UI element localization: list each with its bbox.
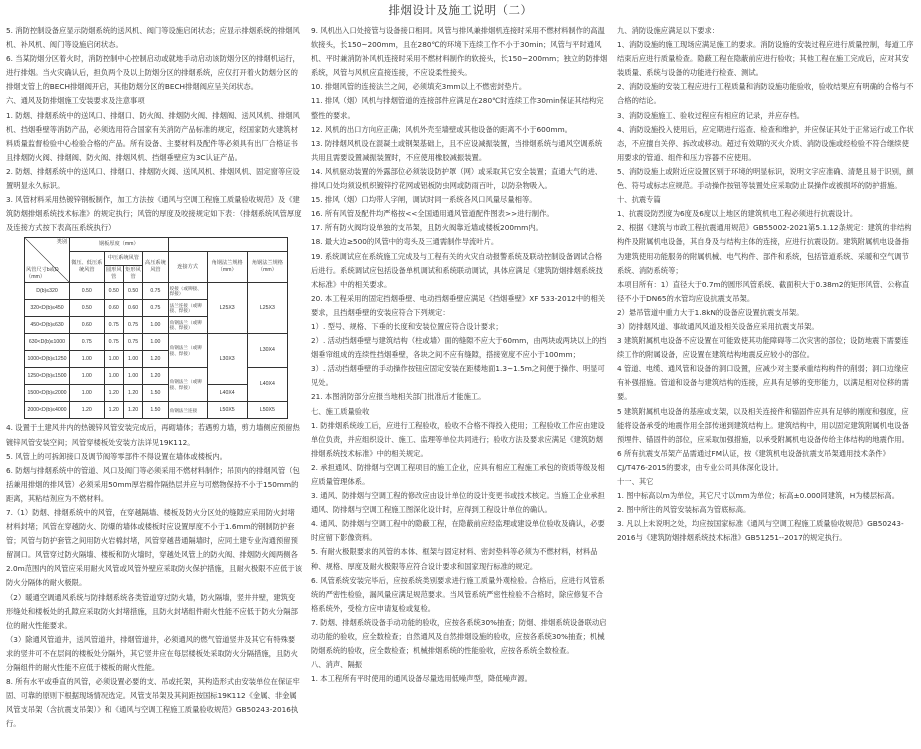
cell-size: 2000<D(b)≤4000	[25, 402, 70, 419]
cell-rect: 1.00	[123, 351, 142, 368]
cell-flange1: L25X3	[207, 283, 247, 334]
section-heading: 九、消防设施应满足以下要求：	[617, 26, 720, 35]
table-row	[25, 334, 288, 351]
cell-round: 0.75	[104, 334, 123, 351]
table-corner-cell	[25, 238, 70, 283]
paragraph: 12. 风机的出口方向应正确；风机外壳至墙壁或其他设备的距离不小于600mm。	[311, 124, 572, 134]
duct-thickness-table	[24, 237, 288, 419]
section-heading: 六、通风及防排烟施工安装要求及注意事项	[6, 96, 145, 106]
cell-high: 0.75	[143, 300, 168, 317]
paragraph: 16. 所有风管及配件均严格按<<全国通用通风管道配件图表>>进行制作。	[311, 209, 554, 219]
cell-round: 1.00	[104, 368, 123, 385]
paragraph: 3. 风管材料采用热镀锌钢板制作，加工方法按《通风与空调工程施工质量验收规范》及《建筑防烟排烟系统技术标准》的规定执行；风管的厚度及咬接规定如下表：（排烟系统风管厚度及连接方式按下表高压系统执行）	[6, 195, 302, 233]
paragraph: 7.（1）防烟、排烟系统中的风管，在穿越隔墙、楼板及防火分区处的缝隙应采用防火封堵材料封堵；风管在穿越防火、防爆的墙体或楼板时应设置厚度不小于1.6mm的钢制防护套管；风管与防护套管之间用防火岩棉封堵，风管穿越普通隔墙时，应同土建专业沟通预留预留洞口。风管穿过防火隔墙、楼板和防火墙时，穿越处风管上的防火阀、排烟防火阀两侧各2.0m范围内的风管应采用耐火风管或风管外壁应采取防火保护措施，且耐火极限不应低于该防火分隔体的耐火极限。	[6, 507, 302, 588]
paragraph: 13. 防排烟风机设在混凝土或钢架基础上，且不应设减振装置，当排烟系统与通风空调系统共用且需要设置减振装置时，不应使用橡胶减振装置。	[311, 138, 603, 162]
cell-round: 1.20	[104, 385, 123, 402]
cell-conn: 咬接（或铆接、焊接）	[168, 283, 207, 300]
paragraph: 2. 防烟、排烟系统中的送风口、排烟口、排烟防火阀、送风风机、排烟风机、固定窗等应设置明显永久标识。	[6, 166, 300, 191]
cell-size: 1500<D(b)≤2000	[25, 385, 70, 402]
cell-round: 0.75	[104, 317, 123, 334]
paragraph: 5. 风管上的可拆卸接口及调节阀等零部件不得设置在墙体或楼板内。	[6, 451, 227, 461]
paragraph: 1、消防设施的施工现场应满足施工的要求。消防设施的安装过程应进行质量控制，每道工序结束后应进行质量检查。隐蔽工程在隐蔽前应进行验收；其他工程在施工完成后，应对其安装质量、系统与设备的功能进行检查、测试。	[617, 40, 914, 78]
paragraph: 2）. 活动挡烟垂壁与建筑结构（柱或墙）面的缝隙不应大于60mm，由两块或两块以上的挡烟垂帘组成的连续性挡烟垂壁，各块之间不应有缝隙，搭接宽度不应小于100mm；	[311, 336, 607, 360]
paragraph: 4、消防设施投入使用后，应定期进行巡查、检查和维护，并应保证其处于正常运行或工作状态，不应擅自关停、拆改或移动。超过有效期的灭火介质、消防设施或经检验不符合继续使用要求的管道、组件和压力容器不应使用。	[617, 124, 914, 162]
cell-low: 0.50	[70, 300, 105, 317]
paragraph: 14. 风机驱动装置的外露部位必须装设防护罩（网）或采取其它安全装置；直通大气的进、排风口处均须设机织镀锌拧花网或铝板防虫网或防雨百叶，以防杂物吸入。	[311, 166, 603, 191]
paragraph: 1. 本工程所有平时使用的通风设备尽量选用低噪声型，降低噪声源。	[311, 674, 532, 684]
cell-high: 0.75	[143, 283, 168, 300]
cell-low: 1.00	[70, 351, 105, 368]
paragraph: 17. 所有防火阀均设单独的支吊架，且防火阀靠近墙或楼板200mm内。	[311, 223, 543, 233]
paragraph: 21. 本图消防部分应报当地相关部门批准后才能施工。	[311, 392, 486, 402]
table-row	[25, 402, 288, 419]
right-column	[617, 24, 915, 545]
cell-flange2: L40X4	[247, 368, 287, 402]
paragraph: 11. 排风（烟）风机与排烟管道的连接部件应满足在280℃时连续工作30min保证其结构完整性的要求。	[311, 96, 604, 120]
paragraph: 1、抗震设防烈度为6度及6度以上地区的建筑机电工程必须进行抗震设计。	[617, 209, 858, 219]
paragraph: 8. 所有水平或垂直的风管，必须设置必要的支、吊或托架，其构造形式由安装单位在保证牢固、可靠的原则下根据现场情况选定。风管支吊架及其间距按国标19K112《金属、非金属风管支吊架（含抗震支吊架）》和《通风与空调工程施工质量验收规范》GB50243-2016执行。	[6, 677, 300, 729]
cell-size: 320<D(b)≤450	[25, 300, 70, 317]
col-header-low: 微压、低压系统风管	[70, 252, 105, 283]
corner-bottom-label: 风管尺寸b或D（mm）	[26, 267, 59, 281]
cell-flange1: L40X4	[207, 385, 247, 402]
paragraph: 9. 风机出入口处接管与设备接口相同。风管与排风兼排烟机连接时采用不燃材料制作的高温软接头，长150~200mm，且在280℃的环境下连续工作不小于30min；风管与平时通风机、平时兼消防补风机连接时采用不燃材料制作的软接头，长150~200mm；独立的防排烟系统，风管与风机应直接连接，不应设柔性接头。	[311, 26, 608, 78]
paragraph: 3. 凡以上未说明之处，均应按国家标准《通风与空调工程施工质量验收规范》GB50243-2016与《建筑防烟排烟系统技术标准》GB51251--2017的规定执行。	[617, 519, 904, 543]
paragraph: 4. 通风、防排烟与空调工程中的隐蔽工程，在隐蔽前应经监理或建设单位验收及确认，必要时应留下影像资料。	[311, 519, 605, 543]
paragraph: 1. 防排烟系统竣工后，应进行工程验收，验收不合格不得投入使用；工程验收工作应由建设单位负责，并应组织设计、施工、监理等单位共同进行；验收方法及要求应满足《建筑防烟排烟系统技术标准》中的相关规定。	[311, 420, 605, 458]
cell-rect: 0.60	[123, 300, 142, 317]
paragraph: 3）防排烟风道、事故通风风道及相关设备应采用抗震支吊架。	[617, 321, 819, 331]
col-header-mid-round: 圆形风管	[104, 266, 123, 283]
cell-high: 1.50	[143, 402, 168, 419]
paragraph: 2、根据《建筑与市政工程抗震通用规范》GB55002-2021第5.1.12条规定：建筑的非结构构件及附属机电设备，其自身及与结构主体的连接，应进行抗震设防。建筑附属机电设备指为建筑使用功能服务的附属机械、电气构件、部件和系统，包括管道系统、采暖和空气调节系统、消防系统等；	[617, 223, 912, 275]
cell-round: 1.20	[104, 402, 123, 419]
left-column	[6, 24, 302, 731]
paragraph: 4. 设置于土建风井内的热镀锌风管安装完成后，再砌墙体；若遇剪力墙，剪力墙侧应预留热镀锌风管安装空间；风管穿楼板处安装方法详见19K112。	[6, 423, 300, 447]
table-row	[25, 368, 288, 385]
paragraph: 1. 图中标高以m为单位，其它尺寸以mm为单位；标高±0.000同建筑，H为楼层标高。	[617, 491, 899, 501]
cell-size: D(b)≤320	[25, 283, 70, 300]
paragraph: 5. 消防控制设备应显示防烟系统的送风机、阀门等设施启闭状态；应显示排烟系统的排烟风机、补风机、阀门等设施启闭状态。	[6, 26, 300, 50]
paragraph: 6 所有抗震支吊架产品需通过FM认证，按《建筑机电设备抗震支吊架通用技术条件》CJ/T476-2015的要求，由专业公司具体深化设计。	[617, 448, 890, 472]
cell-low: 1.00	[70, 385, 105, 402]
cell-flange1: L30X3	[207, 334, 247, 385]
cell-rect: 0.50	[123, 283, 142, 300]
paragraph: 3 建筑附属机电设备不应设置在可能致使其功能障碍等二次灾害的部位；设防地震下需要连续工作的附属设备，应设置在建筑结构地震反应较小的部位。	[617, 336, 909, 360]
cell-rect: 1.00	[123, 368, 142, 385]
paragraph: 5. 有耐火极限要求的风管的本体、框架与固定材料、密封垫料等必须为不燃材料，材料品种、规格、厚度及耐火极限等应符合设计要求和国家现行标准的规定。	[311, 547, 598, 571]
paragraph: 19. 系统调试应在系统施工完成及与工程有关的火灾自动报警系统及联动控制设备调试合格后进行。系统调试应包括设备单机调试和系统联动调试，具体应满足《建筑防烟排烟系统技术标准》中的相关要求。	[311, 251, 603, 289]
cell-high: 1.20	[143, 368, 168, 385]
cell-flange1: L50X5	[207, 402, 247, 419]
blank-header	[168, 238, 287, 252]
col-header-flange1: 角钢法兰规格（mm）	[207, 252, 247, 283]
paragraph: 5 建筑附属机电设备的基座或支架，以及相关连接件和锚固件应具有足够的刚度和强度，应能将设备承受的地震作用全部传递到建筑结构上。建筑结构中，用以固定建筑附属机电设备预埋件、锚固件的部位，应采取加强措施，以承受附属机电设备传给主体结构的地震作用。	[617, 406, 909, 444]
paragraph: 10. 排烟风管的连接法兰之间，必须填充3mm以上不燃密封垫片。	[311, 82, 527, 92]
cell-size: 630<D(b)≤1000	[25, 334, 70, 351]
paragraph: （2）暖通空调通风系统与防排烟系统各类管道穿过防火墙，防火隔墙，竖井井壁，建筑变形缝处和楼板处的孔隙应采取防火封堵措施，且防火封堵组件耐火性能不应低于防火分隔部位的耐火性能要求。	[6, 592, 298, 630]
cell-low: 1.20	[70, 402, 105, 419]
page-title: 排烟设计及施工说明（二）	[388, 3, 533, 17]
cell-rect: 1.20	[123, 402, 142, 419]
cell-conn: 角钢法兰（或铆接、焊接）	[168, 334, 207, 368]
paragraph: 5、消防设施上或附近应设置区别于环境的明显标识，说明文字应准确、清楚且易于识别，颜色、符号或标志应规范。手动操作按钮等装置处应采取防止误操作或被损坏的防护措施。	[617, 166, 914, 191]
corner-top-label: 类别	[56, 239, 67, 246]
cell-conn: 角钢法兰（或铆接、焊接）	[168, 368, 207, 402]
cell-flange2: L25X3	[247, 283, 287, 334]
paragraph: 20. 本工程采用的固定挡烟垂壁、电动挡烟垂壁应满足《挡烟垂壁》XF 533-2012中的相关要求，且挡烟垂壁的安装应符合下列规定：	[311, 293, 606, 317]
col-header-high: 高压系统风管	[143, 252, 168, 283]
cell-flange2: L30X4	[247, 334, 287, 368]
paragraph: 6. 当某防烟分区着火时，消防控制中心控制启动或就地手动启动该防烟分区的排烟机运行，进行排烟。当火灾确认后，担负两个及以上防烟分区的排烟系统，应仅打开着火防烟分区的排烟支管上的BECH排烟阀开启，其他防烟分区的BECH排烟阀应呈关闭状态。	[6, 54, 300, 92]
paragraph: 2）悬吊管道中重力大于1.8kN的设备应设置抗震支吊架。	[617, 307, 804, 317]
paragraph: 2、消防设施的安装工程应进行工程质量和消防设施功能验收，验收结果应有明确的合格与不合格的结论。	[617, 82, 914, 106]
paragraph: 7. 防烟、排烟系统设备手动功能的验收，应按各系统30%抽查；防烟、排烟系统设备联动启动功能的验收，应全数检查；自然通风及自然排烟设施的验收，应按各系统30%抽查；机械防烟系统的验收，应全数检查；机械排烟系统的性能验收，应按各系统全数检查。	[311, 617, 607, 656]
cell-round: 1.00	[104, 351, 123, 368]
thickness-group-header: 钢板厚度（mm）	[70, 238, 169, 252]
cell-conn: 法兰连接（或铆接、焊接）	[168, 300, 207, 317]
section-heading: 十、抗震专篇	[617, 195, 661, 205]
paragraph: 6. 防烟与排烟系统中的管道、风口及阀门等必须采用不燃材料制作；吊顶内的排烟风管（包括兼用排烟的排风管）必须采用50mm厚岩棉作隔热层并应与可燃物保持不小于150mm的距离，其粘结剂应为不燃材料。	[6, 465, 300, 503]
table-row	[25, 283, 288, 300]
paragraph: 本项目所有：1）直径大于0.7m的圆形风管系统、截面积大于0.38m2的矩形风管、公称直径不小于DN65的水管均应设抗震支吊架。	[617, 279, 910, 303]
cell-rect: 0.75	[123, 334, 142, 351]
col-header-flange2: 角钢法兰规格（mm）	[247, 252, 287, 283]
paragraph: （3）除通风管道井，送风管道井，排烟管道井，必须通风的燃气管道竖井及其它有特殊要求的竖井可不在层间的楼板处分隔外，其它竖井应在每层楼板处采取防火分隔措施，且防火分隔组件的耐火性能不应低于楼板的耐火性能。	[6, 634, 298, 672]
cell-round: 0.50	[104, 283, 123, 300]
cell-rect: 1.20	[123, 385, 142, 402]
cell-size: 1000<D(b)≤1250	[25, 351, 70, 368]
cell-high: 1.00	[143, 317, 168, 334]
section-heading: 七、施工质量验收	[311, 406, 370, 416]
paragraph: 15. 排风（烟）口均带人字闸，调试时同一系统各风口风量尽量相等。	[311, 195, 537, 205]
paragraph: 3. 通风、防排烟与空调工程的修改应由设计单位的设计变更书或技术核定。当施工企业承担通风、防排烟与空调工程施工图深化设计时，应得到工程设计单位的确认。	[311, 491, 605, 515]
paragraph: 2. 图中所注的风管安装标高为管底标高。	[617, 505, 751, 515]
col-header-mid-rect: 矩形风管	[123, 266, 142, 283]
paragraph: 4 管道、电缆、通风管和设备的洞口设置，应减少对主要承重结构构件的削弱；洞口边缘应有补强措施。管道和设备与建筑结构的连接，应具有足够的变形能力，以满足相对位移的需要。	[617, 364, 909, 402]
cell-size: 1250<D(b)≤1500	[25, 368, 70, 385]
cell-conn: 角钢法兰（或铆接、焊接）	[168, 317, 207, 334]
col-header-conn: 连接方式	[168, 252, 207, 283]
paragraph: 1. 防烟、排烟系统中的送风口、排烟口、防火阀、排烟防火阀、排烟阀、送风风机、排烟风机、挡烟垂壁等消防产品，必须选用符合国家有关消防产品标准的规定，经国家防火建筑材料质量监督检验中心检验合格的产品。所有设备、主要材料及配件等必须具有出厂合格证书且排烟防火阀、排烟阀、防火阀、排烟风机、挡烟垂壁应为3C认证产品。	[6, 110, 300, 162]
col-header-mid-group: 中压系统风管	[104, 252, 143, 266]
paragraph: 3、消防设施施工、验收过程应有相应的记录，并应存档。	[617, 110, 805, 120]
section-heading: 八、消声、隔振	[311, 660, 363, 670]
cell-low: 1.00	[70, 368, 105, 385]
cell-flange2: L50X5	[247, 402, 287, 419]
cell-high: 1.20	[143, 351, 168, 368]
cell-conn: 角钢法兰连接	[168, 402, 207, 419]
cell-rect: 0.75	[123, 317, 142, 334]
paragraph: 6. 风管系统安装完毕后，应按系统类别要求进行施工质量外观检验。合格后，应进行风管系统的严密性检验，漏风量应满足规范要求。当风管系统严密性检验不合格时，除应修复不合格系统外，受检方应申请复检或复检。	[311, 575, 605, 613]
cell-high: 1.50	[143, 385, 168, 402]
paragraph: 3）. 活动挡烟垂壁的手动操作按钮应固定安装在距楼地面1.3~1.5m之间便于操作、明显可见处。	[311, 364, 605, 388]
paragraph: 1）. 型号、规格、下垂的长度和安装位置应符合设计要求；	[311, 321, 503, 331]
cell-size: 450<D(b)≤630	[25, 317, 70, 334]
section-heading: 十一、其它	[617, 477, 654, 486]
cell-low: 0.60	[70, 317, 105, 334]
paragraph: 18. 最大边≥500的风管中的弯头及三通需制作导流叶片。	[311, 237, 499, 247]
middle-column	[311, 24, 609, 686]
cell-low: 0.75	[70, 334, 105, 351]
cell-low: 0.50	[70, 283, 105, 300]
cell-round: 0.60	[104, 300, 123, 317]
cell-high: 1.00	[143, 334, 168, 351]
paragraph: 2. 承担通风、防排烟与空调工程项目的施工企业，应具有相应工程施工承包的资质等级及相应质量管理体系。	[311, 462, 605, 486]
